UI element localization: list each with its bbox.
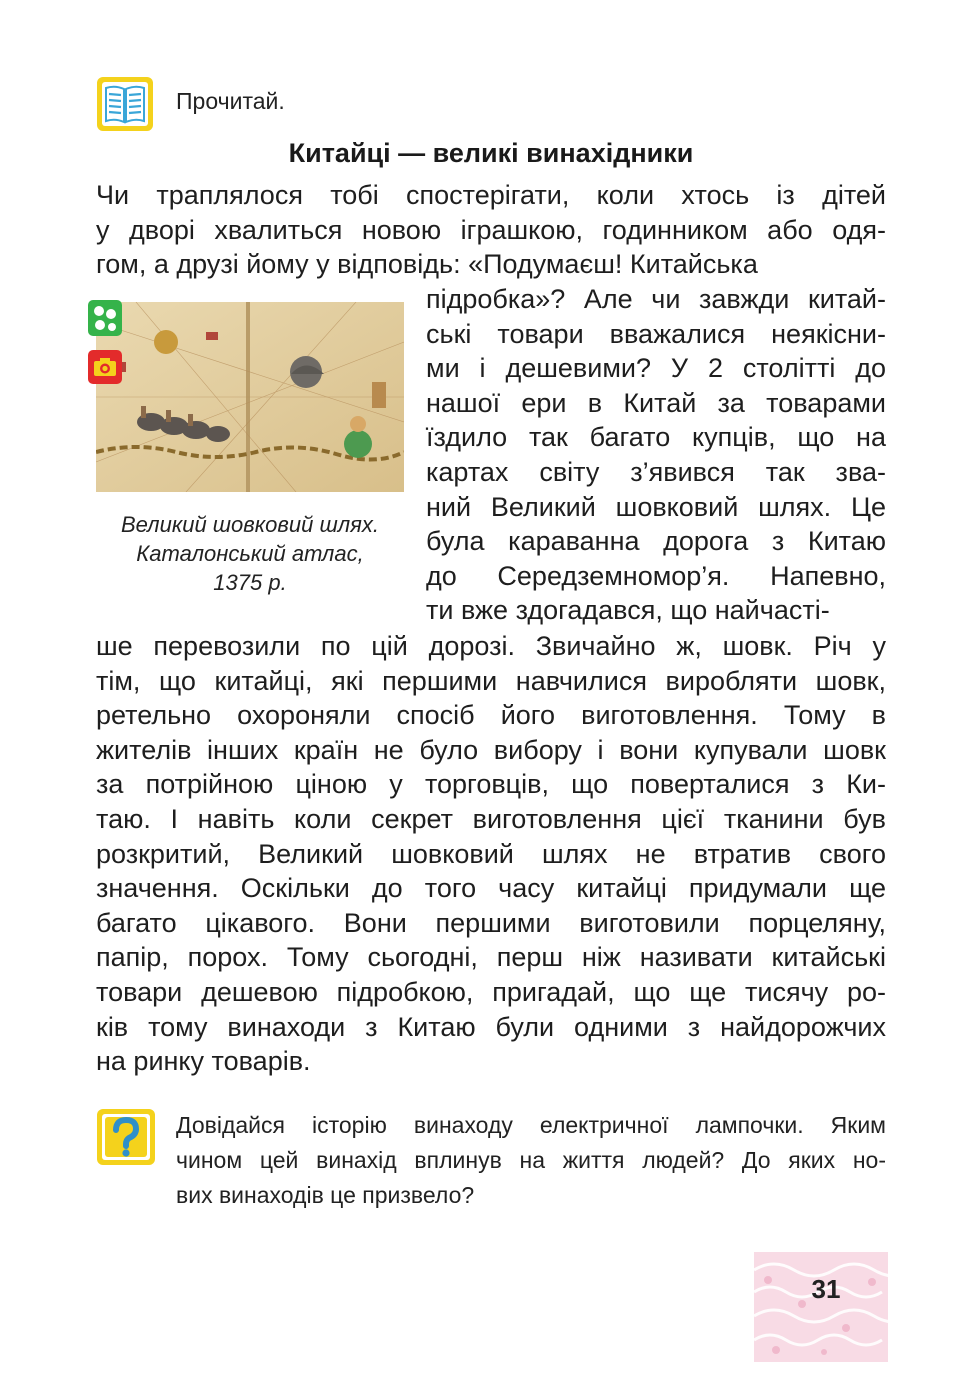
paragraph-line: ські товари вважалися неякісни- bbox=[426, 318, 886, 349]
paragraph-line: на ринку товарів. bbox=[96, 1046, 311, 1077]
catalan-atlas-image bbox=[96, 302, 404, 492]
paragraph-line: ти вже здогадався, що найчасті- bbox=[426, 595, 830, 626]
paragraph-line: ний Великий шовковий шлях. Це bbox=[426, 491, 886, 522]
task-text bbox=[176, 1108, 886, 1213]
page-title: Китайці — великі винахідники bbox=[288, 138, 694, 168]
paragraph-line: ми і дешевими? У 2 столітті до bbox=[426, 353, 886, 384]
paragraph-line: таю. І навіть коли секрет виготовлення цієї тканини був bbox=[96, 803, 886, 834]
question-icon bbox=[96, 1108, 156, 1166]
paragraph-line: до Середземномор’я. Напевно, bbox=[426, 560, 886, 591]
paragraph-line: багато цікавого. Вони першими виготовили порцеляну, bbox=[96, 907, 886, 938]
task-line: вих винаходів це призвело? bbox=[176, 1182, 475, 1208]
task-line: чином цей винахід вплинув на життя людей? До яких но- bbox=[176, 1147, 886, 1173]
puzzle-icon bbox=[88, 300, 122, 336]
paragraph-line: ків тому винаходи з Китаю були одними з найдорожчих bbox=[96, 1011, 886, 1042]
task-line: Довідайся історію винаходу електричної лампочки. Яким bbox=[176, 1112, 886, 1138]
paragraph-line: у дворі хвалиться новою іграшкою, годинником або одя- bbox=[96, 214, 886, 245]
caption-line: Великий шовковий шлях. bbox=[121, 512, 379, 537]
paragraph-line: ше перевозили по цій дорозі. Звичайно ж, шовк. Річ у bbox=[96, 631, 886, 661]
paragraph-line: картах світу з’явився так зва- bbox=[426, 456, 886, 487]
paragraph-bottom bbox=[96, 629, 886, 1079]
page-number: 31 bbox=[811, 1274, 841, 1304]
paragraph-line: папір, порох. Тому сьогодні, перш ніж називати китайські bbox=[96, 942, 886, 973]
paragraph-line: жителів інших країн не було вибору і вони купували шовк bbox=[96, 734, 886, 765]
paragraph-line: значення. Оскільки до того часу китайці придумали ще bbox=[96, 873, 886, 904]
instruction-label: Прочитай. bbox=[176, 88, 285, 114]
paragraph-line: за потрійною ціною у торговців, що поверталися з Ки- bbox=[96, 769, 886, 800]
paragraph-line: розкритий, Великий шовковий шлях не втратив свого bbox=[96, 838, 886, 869]
image-caption bbox=[96, 510, 404, 597]
paragraph-line: була караванна дорога з Китаю bbox=[426, 526, 886, 557]
paragraph-top bbox=[96, 178, 886, 282]
page-ornament bbox=[754, 1252, 888, 1362]
book-icon bbox=[96, 76, 154, 132]
paragraph-line: їздило так багато купців, що на bbox=[426, 422, 886, 453]
paragraph-line: нашої ери в Китай за товарами bbox=[426, 387, 886, 418]
paragraph-line: підробка»? Але чи завжди китай- bbox=[426, 284, 886, 314]
paragraph-line: товари дешевою підробкою, пригадай, що ще тисячу ро- bbox=[96, 976, 886, 1007]
paragraph-line: тім, що китайці, які першими навчилися виробляти шовк, bbox=[96, 665, 886, 696]
caption-line: 1375 р. bbox=[213, 570, 287, 595]
paragraph-line: ретельно охороняли спосіб його виготовлення. Тому в bbox=[96, 700, 886, 731]
caption-line: Каталонський атлас, bbox=[136, 541, 364, 566]
paragraph-side bbox=[426, 282, 886, 628]
paragraph-line: Чи траплялося тобі спостерігати, коли хтось із дітей bbox=[96, 180, 886, 210]
camera-icon bbox=[88, 350, 122, 384]
paragraph-line: гом, а друзі йому у відповідь: «Подумаєш! Китайська bbox=[96, 249, 758, 280]
